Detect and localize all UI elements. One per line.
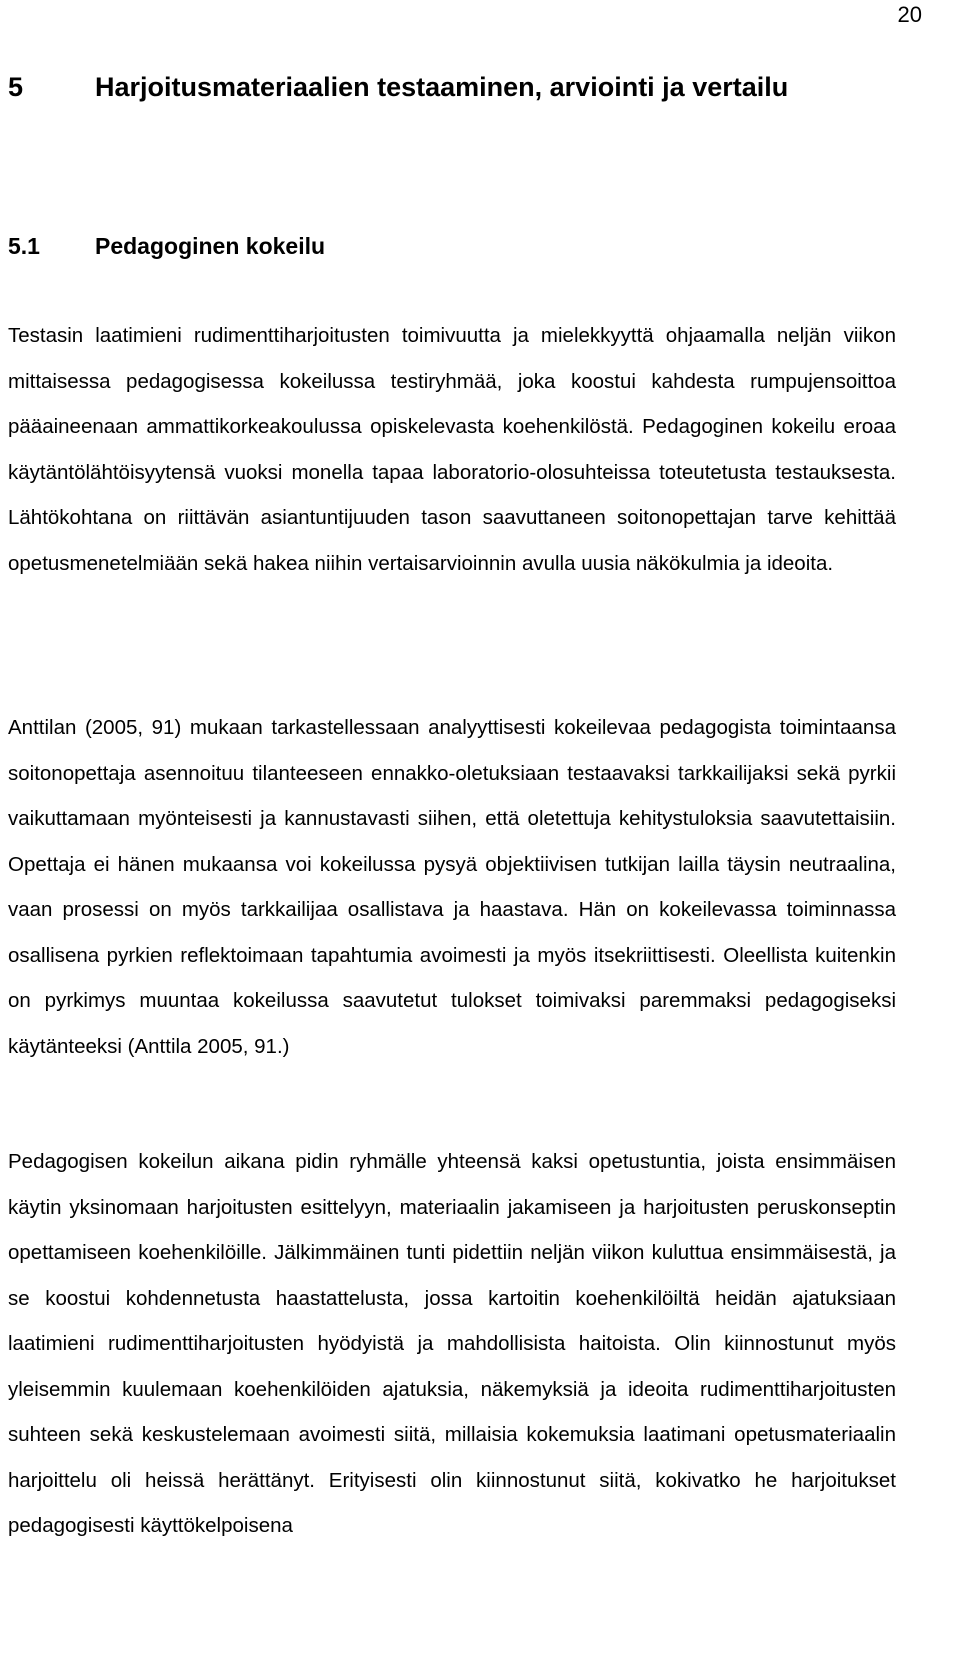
paragraph: Testasin laatimieni rudimenttiharjoitusten toimivuutta ja mielekkyyttä ohjaamalla neljän viikon mittaisessa pedagogisessa kokeilussa testiryhmää, joka koostui kahdesta rumpujensoittoa pääaineenaan ammattikorkeakoulussa opiskelevasta koehenkilöstä. Pedagoginen kokeilu eroaa käytäntölähtöisyytensä vuoksi monella tapaa laboratorio-olosuhteissa toteutetusta testauksesta. Lähtökohtana on riittävän asiantuntijuuden tason saavuttaneen soitonopettajan tarve kehittää opetusmenetelmiään sekä hakea niihin vertaisarvioinnin avulla uusia näkökulmia ja ideoita.: [8, 324, 896, 575]
paragraph: Anttilan (2005, 91) mukaan tarkastellessaan analyyttisesti kokeilevaa pedagogista toimintaansa soitonopettaja asennoituu tilanteeseen ennakko-oletuksiaan testaavaksi tarkkailijaksi sekä pyrkii vaikuttamaan myönteisesti ja kannustavasti siihen, että oletettuja kehitystuloksia saavutettaisiin. Opettaja ei hänen mukaansa voi kokeilussa pysyä objektiivisen tutkijan lailla täysin neutraalina, vaan prosessi on myös tarkkailijaa osallistava ja haastava. Hän on kokeilevassa toiminnassa osallisena pyrkien reflektoimaan tapahtumia avoimesti ja myös itsekriittisesti. Oleellista kuitenkin on pyrkimys muuntaa kokeilussa saavutetut tulokset toimivaksi paremmaksi pedagogiseksi käytänteeksi (Anttila 2005, 91.): [8, 716, 896, 1058]
section-title: Pedagoginen kokeilu: [95, 233, 326, 259]
page-number: 20: [897, 2, 922, 27]
section-number: 5.1: [8, 233, 40, 259]
paragraph: Pedagogisen kokeilun aikana pidin ryhmälle yhteensä kaksi opetustuntia, joista ensimmäisen käytin yksinomaan harjoitusten esittelyyn, materiaalin jakamiseen ja harjoitusten peruskonseptin opettamiseen koehenkilöille. Jälkimmäinen tunti pidettiin neljän viikon kuluttua ensimmäisestä, ja se koostui kohdennetusta haastattelusta, jossa kartoitin koehenkilöiltä heidän ajatuksiaan laatimieni rudimenttiharjoitusten hyödyistä ja mahdollisista haitoista. Olin kiinnostunut myös yleisemmin kuulemaan koehenkilöiden ajatuksia, näkemyksiä ja ideoita rudimenttiharjoitusten suhteen sekä keskustelemaan avoimesti siitä, millaisia kokemuksia laatimani opetusmateriaalin harjoittelu oli heissä herättänyt. Erityisesti olin kiinnostunut siitä, kokivatko he harjoitukset pedagogisesti käyttökelpoisena: [8, 1150, 896, 1537]
chapter-number: 5: [8, 72, 24, 102]
section-heading: [8, 233, 325, 260]
chapter-heading: [8, 72, 788, 103]
chapter-title: Harjoitusmateriaalien testaaminen, arviointi ja vertailu: [95, 72, 789, 102]
